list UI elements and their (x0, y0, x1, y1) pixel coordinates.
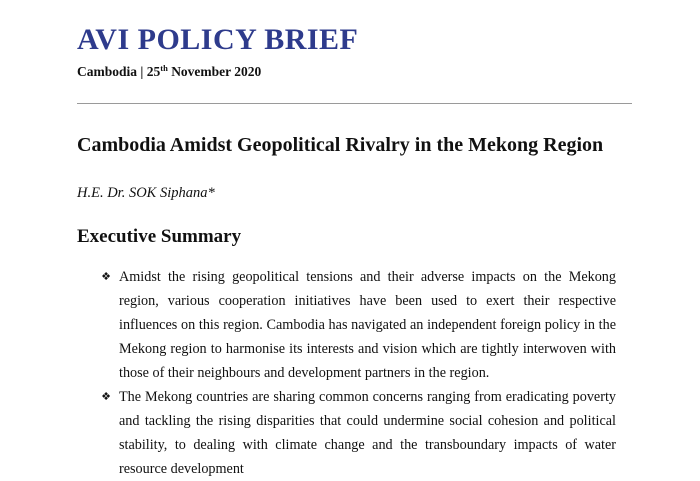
executive-summary-heading: Executive Summary (77, 226, 242, 247)
brief-series-title: AVI POLICY BRIEF (77, 23, 359, 56)
header-divider (77, 103, 632, 104)
brief-meta-prefix: Cambodia | 25 (77, 64, 161, 79)
article-title: Cambodia Amidst Geopolitical Rivalry in the Mekong Region (77, 134, 604, 156)
summary-bullet-item (0, 385, 700, 481)
article-author: H.E. Dr. SOK Siphana* (77, 185, 215, 201)
summary-bullet-text: Amidst the rising geopolitical tensions and their adverse impacts on the Mekong region, various cooperation initiatives have been used to exert their respective influences on this region. Cambodia has navigated an independent foreign policy in the Mekong region to harmonise its interests and vision which are tightly interwoven with those of their neighbours and development partners in the region. (119, 269, 616, 381)
executive-summary-list (0, 265, 700, 481)
summary-bullet-item (0, 265, 700, 385)
diamond-bullet-icon: ❖ (101, 390, 111, 403)
brief-location-date (77, 63, 261, 81)
diamond-bullet-icon: ❖ (101, 270, 111, 283)
brief-meta-suffix: November 2020 (167, 64, 262, 79)
summary-bullet-text: The Mekong countries are sharing common concerns ranging from eradicating poverty and tackling the rising disparities that could undermine social cohesion and political stability, to dealing with climate change and the transboundary impacts of water resource development (119, 389, 616, 477)
brief-meta-ordinal: th (160, 63, 168, 73)
